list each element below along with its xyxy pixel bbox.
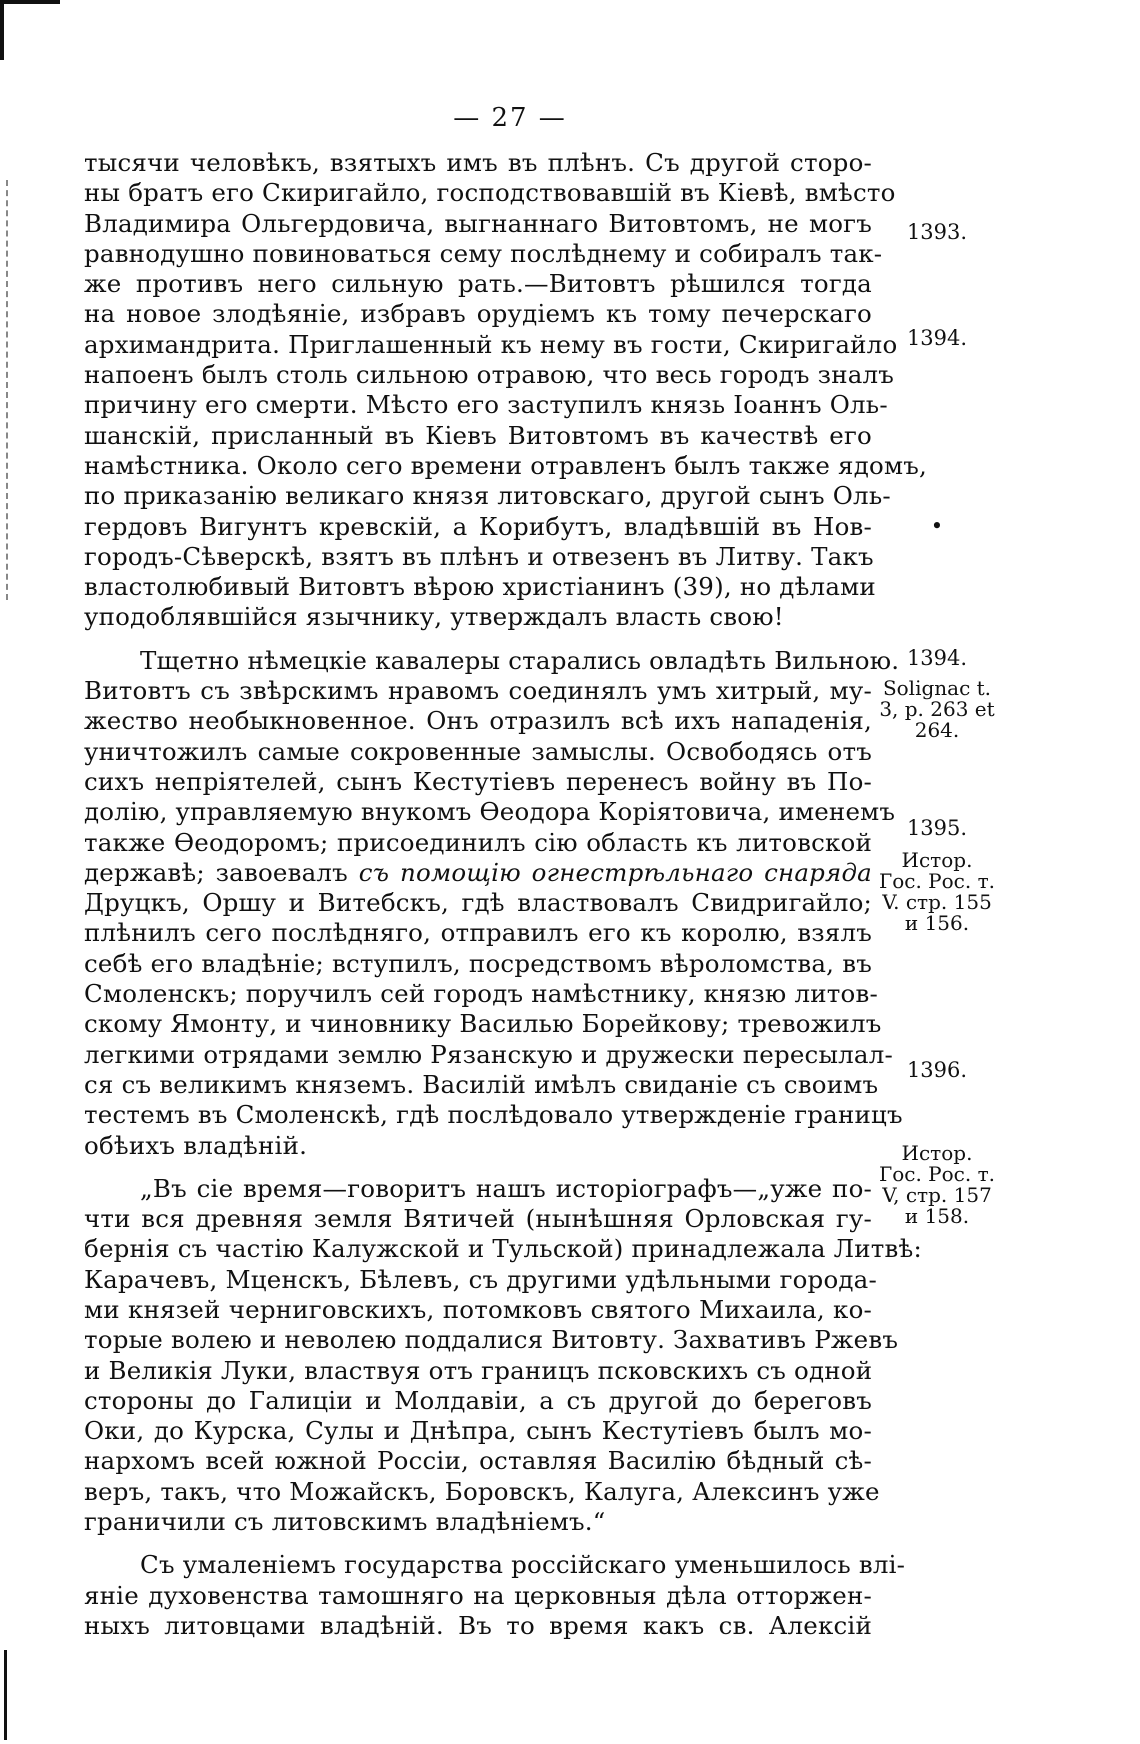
margin-citation-solignac: Solignac t. 3, p. 263 et 264. bbox=[879, 676, 995, 742]
text-line: Оки, до Курска, Сулы и Днѣпра, сынъ Кестутіевъ былъ мо- bbox=[84, 1416, 872, 1446]
text-line: Съ умаленіемъ государства россійскаго уменьшилось влі- bbox=[140, 1550, 906, 1580]
paragraph-3 bbox=[84, 1173, 922, 1538]
text-line: городъ-Сѣверскѣ, взятъ въ плѣнъ и отвезенъ въ Литву. Такъ bbox=[84, 541, 874, 571]
paragraph-4 bbox=[84, 1550, 906, 1641]
scan-edge-mark bbox=[6, 180, 8, 600]
text-line: плѣнилъ сего послѣдняго, отправилъ его къ королю, взялъ bbox=[84, 918, 872, 948]
text-line: тестемъ въ Смоленскѣ, гдѣ послѣдовало утвержденіе границъ bbox=[84, 1100, 903, 1130]
paragraph-1 bbox=[84, 148, 927, 633]
margin-year-1395: 1395. bbox=[906, 816, 968, 840]
text-line: Владимира Ольгердовича, выгнаннаго Витовтомъ, не могъ bbox=[84, 208, 872, 238]
margin-year-1393: 1393. bbox=[906, 220, 968, 244]
text-line: на новое злодѣяніе, избравъ орудіемъ къ тому печерскаго bbox=[84, 299, 872, 329]
paragraph-gap bbox=[84, 1161, 872, 1174]
text-line: Тщетно нѣмецкіе кавалеры старались овладѣть Вильною. bbox=[140, 645, 900, 675]
text-line: и Великія Луки, властвуя отъ границъ псковскихъ съ одной bbox=[84, 1355, 873, 1385]
text-line: же противъ него сильную рать.—Витовтъ рѣшился тогда bbox=[84, 269, 872, 299]
text-line: легкими отрядами землю Рязанскую и дружески пересылал- bbox=[84, 1039, 893, 1069]
text-line: Витовтъ съ звѣрскимъ нравомъ соединялъ умъ хитрый, му- bbox=[84, 676, 872, 706]
text-line: бернія съ частію Калужской и Тульской) принадлежала Литвѣ: bbox=[84, 1234, 922, 1264]
margin-year-1396: 1396. bbox=[906, 1058, 968, 1082]
text-line: шанскій, присланный въ Кіевъ Витовтомъ въ качествѣ его bbox=[84, 420, 872, 450]
text-line-with-italic bbox=[84, 858, 872, 888]
text-line: себѣ его владѣніе; вступилъ, посредствомъ вѣроломства, въ bbox=[84, 948, 872, 978]
text-line: жество необыкновенное. Онъ отразилъ всѣ ихъ нападенія, bbox=[84, 706, 872, 736]
paragraph-2 bbox=[84, 645, 903, 1161]
text-line: намѣстника. Около сего времени отравленъ былъ также ядомъ, bbox=[84, 450, 927, 480]
scan-bottom-edge-mark bbox=[4, 1650, 7, 1740]
text-line: уничтожилъ самые сокровенные замыслы. Освободясь отъ bbox=[84, 736, 872, 766]
text-line: ми князей черниговскихъ, потомковъ святого Михаила, ко- bbox=[84, 1294, 872, 1324]
text-line: напоенъ былъ столь сильною отравою, что весь городъ зналъ bbox=[84, 360, 895, 390]
text-line: уподоблявшійся язычнику, утверждалъ власть свою! bbox=[84, 602, 784, 632]
italic-phrase: съ помощію огнестрѣльнаго снаряда bbox=[358, 857, 872, 887]
margin-dot: • bbox=[930, 514, 944, 538]
text-line: сихъ непріятелей, сынъ Кестутіевъ перенесъ войну въ По- bbox=[84, 766, 872, 796]
text-line: нархомъ всей южной Россіи, оставляя Василію бѣдный сѣ- bbox=[84, 1446, 872, 1476]
text-line: равнодушно повиноваться сему послѣднему и собиралъ так- bbox=[84, 238, 883, 268]
text-line: властолюбивый Витовтъ вѣрою христіанинъ (39), но дѣлами bbox=[84, 572, 876, 602]
text-line: „Въ сіе время—говоритъ нашъ исторіографъ—„уже по- bbox=[140, 1173, 872, 1203]
text-line: торые волею и неволею поддалися Витовту. Захвативъ Ржевъ bbox=[84, 1325, 899, 1355]
main-text bbox=[84, 148, 927, 1641]
margin-year-1394-second: 1394. bbox=[906, 646, 968, 670]
margin-citation-istor-1: Истор. Гос. Рос. т. V. стр. 155 и 156. bbox=[878, 848, 996, 935]
paragraph-gap bbox=[84, 1537, 872, 1550]
text-line: чти вся древняя земля Вятичей (нынѣшняя Орловская гу- bbox=[84, 1204, 872, 1234]
text-line: Друцкъ, Оршу и Витебскъ, гдѣ властвовалъ Свидригайло; bbox=[84, 888, 872, 918]
text-line: ныхъ литовцами владѣній. Въ то время какъ св. Алексій bbox=[84, 1610, 872, 1640]
text-line: также Ѳеодоромъ; присоединилъ сію область къ литовской bbox=[84, 827, 872, 857]
page-number: — 27 — bbox=[453, 103, 567, 133]
text-line: граничили съ литовскимъ владѣніемъ.“ bbox=[84, 1507, 606, 1537]
text-line: ны братъ его Скиригайло, господствовавшій въ Кіевѣ, вмѣсто bbox=[84, 178, 896, 208]
paragraph-gap bbox=[84, 633, 872, 646]
text-line: ся съ великимъ княземъ. Василій имѣлъ свиданіе съ своимъ bbox=[84, 1069, 879, 1099]
text-line: тысячи человѣкъ, взятыхъ имъ въ плѣнъ. Съ другой сторо- bbox=[84, 148, 872, 177]
page-corner-mark-vertical bbox=[0, 0, 4, 60]
text-segment: державѣ; завоевалъ bbox=[84, 857, 359, 887]
text-line: долію, управляемую внукомъ Ѳеодора Коріятовича, именемъ bbox=[84, 797, 896, 827]
page-corner-mark bbox=[0, 0, 60, 16]
text-line: стороны до Галиціи и Молдавіи, а съ другой до береговъ bbox=[84, 1385, 872, 1415]
text-line: Смоленскъ; поручилъ сей городъ намѣстнику, князю литов- bbox=[84, 979, 878, 1009]
text-line: гердовъ Вигунтъ кревскій, а Корибутъ, владѣвшій въ Нов- bbox=[84, 511, 872, 541]
text-line: скому Ямонту, и чиновнику Василью Борейкову; тревожилъ bbox=[84, 1009, 882, 1039]
text-line: причину его смерти. Мѣсто его заступилъ князь Іоаннъ Оль- bbox=[84, 390, 888, 420]
margin-year-1394: 1394. bbox=[906, 326, 968, 350]
text-line: Карачевъ, Мценскъ, Бѣлевъ, съ другими удѣльными города- bbox=[84, 1264, 877, 1294]
text-line: по приказанію великаго князя литовскаго, другой сынъ Оль- bbox=[84, 481, 891, 511]
text-line: веръ, такъ, что Можайскъ, Боровскъ, Калуга, Алексинъ уже bbox=[84, 1476, 880, 1506]
margin-citation-istor-2: Истор. Гос. Рос. т. V, стр. 157 и 158. bbox=[878, 1141, 996, 1228]
text-line: архимандрита. Приглашенный къ нему въ гости, Скиригайло bbox=[84, 329, 898, 359]
text-line: обѣихъ владѣній. bbox=[84, 1130, 308, 1160]
text-line: яніе духовенства тамошняго на церковныя дѣла отторжен- bbox=[84, 1580, 872, 1610]
